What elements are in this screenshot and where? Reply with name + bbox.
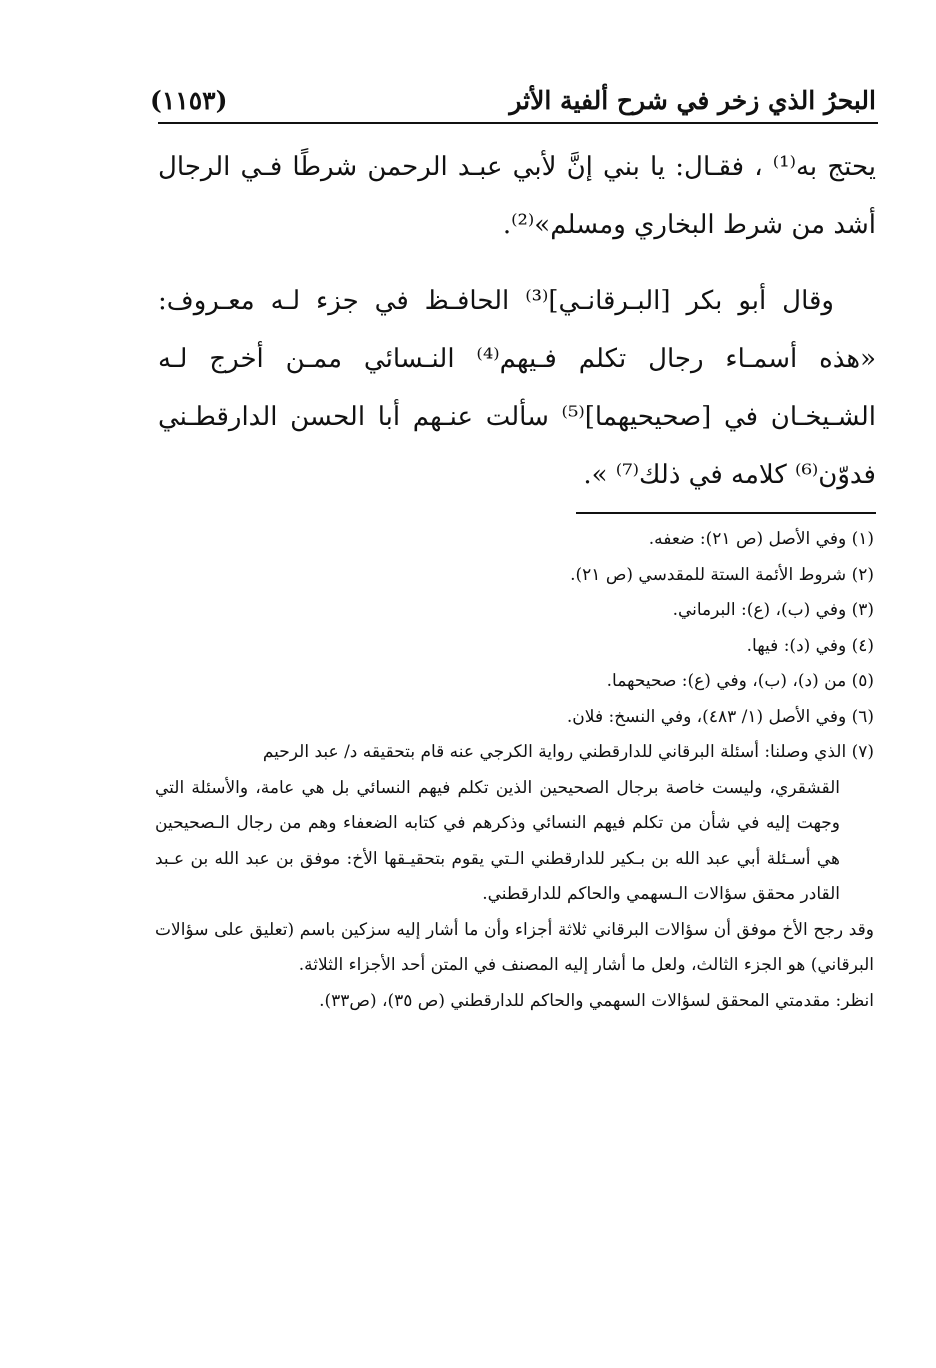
- footnote-5: (٥) من (د)، (ب)، وفي (ع): صحيحهما.: [606, 671, 874, 691]
- footnote-7-lead: (٧) الذي وصلنا: أسئلة البرقاني للدارقطني رواية الكرجي عنه قام بتحقيقه د/ عبد الرحيم: [262, 742, 874, 762]
- footnote-6: (٦) وفي الأصل (١/ ٤٨٣)، وفي النسخ: فلان.: [566, 706, 874, 727]
- footnote-4: (٤) وفي (د): فيها.: [746, 635, 874, 656]
- footnote-7-continuation: القشقري، وليست خاصة برجال الصحيحين الذين تكلم فيهم النسائي بل هي عامة، والأسئلة التي وجهت إليه في شأن من تكلم فيهم النسائي وذكرهم في كتابه الضعفاء وهم من رجال الـصحيحين هي أسـئلة أبي عبد الله بن بـكير للدارقطني الـتي يقوم بتحقيـقها الأخ: موفق بن عبد الله بن عـبد القادر محقق سؤالات الـسهمي والحاكم للدارقطني.: [155, 777, 840, 904]
- footnote-1: (١) وفي الأصل (ص ٢١): ضعفه.: [648, 529, 874, 549]
- footnote-7-paragraph-2: وقد رجح الأخ موفق أن سؤالات البرقاني ثلاثة أجزاء وأن ما أشار إليه سزكين باسم (تعليق على سؤالات البرقاني) هو الجزء الثالث، ولعل ما أشار إليه المصنف في المتن أحد الأجزاء الثلاثة.: [155, 919, 874, 975]
- body-paragraph-2: وقال أبو بكر [البـرقانـي]⁽³⁾ الحافـظ في جزء لـه معـروف: «هذه أسمـاء رجال تكلم فـيهم⁽⁴⁾ النـسائي ممـن أخرج لـه الشـيخـان في [صحيحيهما]⁽⁵⁾ سألت عنـهم أبا الحسن الدارقطـني فدوّن⁽⁶⁾ كلامه في ذلك⁽⁷⁾ ».: [158, 286, 876, 490]
- body-paragraph-1: يحتج به⁽¹⁾ ، فقـال: يا بني إنَّ لأبي عبـد الرحمن شرطًا فـي الرجال أشد من شرط البخاري ومسلم»⁽²⁾.: [158, 152, 876, 240]
- footnote-3: (٣) وفي (ب)، (ع): البرماني.: [672, 600, 874, 620]
- footnote-separator: [576, 512, 876, 514]
- main-text: [158, 138, 876, 504]
- footnotes: [155, 522, 874, 1019]
- running-title: البحرُ الذي زخر في شرح ألفية الأثر: [509, 85, 876, 115]
- footnote-2: (٢) شروط الأئمة الستة للمقدسي (ص ٢١).: [570, 564, 874, 585]
- header-rule: [158, 122, 878, 124]
- page-header: [150, 80, 876, 120]
- page-number: (١١٥٣): [150, 85, 228, 115]
- footnote-7-paragraph-3: انظر: مقدمتي المحقق لسؤالات السهمي والحاكم للدارقطني (ص ٣٥)، (ص٣٣).: [319, 990, 874, 1011]
